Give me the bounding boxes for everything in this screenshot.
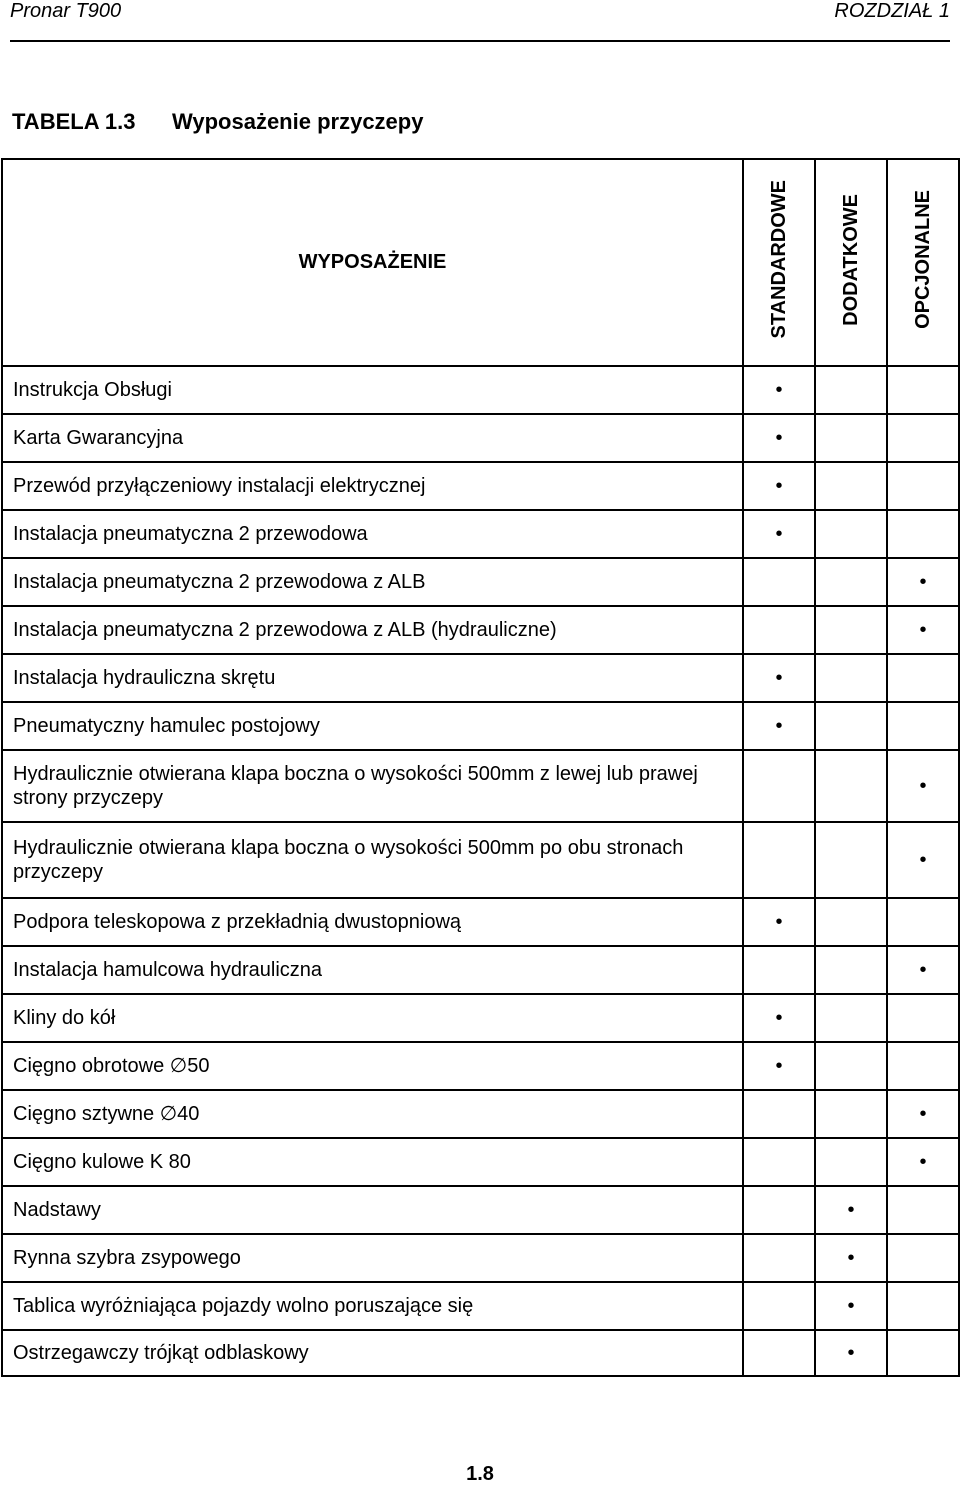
table-row [2, 1090, 959, 1138]
table-row [2, 366, 959, 414]
equipment-name: Cięgno sztywne ∅40 [2, 1090, 743, 1138]
cell-additional [815, 1042, 887, 1090]
equipment-name: Kliny do kół [2, 994, 743, 1042]
header-equipment [2, 159, 743, 366]
bullet-icon: • [919, 571, 927, 593]
equipment-name: Ostrzegawczy trójkąt odblaskowy [2, 1330, 743, 1376]
cell-standard [743, 606, 815, 654]
page-number: 1.8 [466, 1463, 494, 1485]
cell-additional [815, 654, 887, 702]
cell-additional [815, 1330, 887, 1376]
cell-standard [743, 510, 815, 558]
cell-optional [887, 1042, 959, 1090]
page-header [10, 0, 950, 42]
table-number: TABELA 1.3 [12, 109, 136, 134]
equipment-name: Instalacja pneumatyczna 2 przewodowa [2, 510, 743, 558]
equipment-name: Cięgno kulowe K 80 [2, 1138, 743, 1186]
bullet-icon: • [775, 523, 783, 545]
cell-optional [887, 1186, 959, 1234]
bullet-icon: • [919, 1103, 927, 1125]
table-title: Wyposażenie przyczepy [172, 109, 424, 134]
bullet-icon: • [775, 475, 783, 497]
cell-additional [815, 994, 887, 1042]
cell-standard [743, 414, 815, 462]
table-row [2, 510, 959, 558]
equipment-name: Przewód przyłączeniowy instalacji elektrycznej [2, 462, 743, 510]
cell-optional [887, 702, 959, 750]
cell-optional [887, 366, 959, 414]
bullet-icon: • [847, 1247, 855, 1269]
table-row [2, 1186, 959, 1234]
cell-optional [887, 510, 959, 558]
cell-additional [815, 702, 887, 750]
equipment-name: Tablica wyróżniająca pojazdy wolno poruszające się [2, 1282, 743, 1330]
bullet-icon: • [847, 1295, 855, 1317]
table-row [2, 994, 959, 1042]
cell-standard [743, 558, 815, 606]
table-row [2, 1138, 959, 1186]
header-additional [815, 159, 887, 366]
cell-additional [815, 946, 887, 994]
bullet-icon: • [919, 959, 927, 981]
cell-standard [743, 898, 815, 946]
cell-standard [743, 822, 815, 898]
cell-additional [815, 366, 887, 414]
cell-optional [887, 946, 959, 994]
header-optional-label: OPCJONALNE [911, 190, 934, 329]
header-standard [743, 159, 815, 366]
equipment-name: Podpora teleskopowa z przekładnią dwustopniową [2, 898, 743, 946]
table-row [2, 558, 959, 606]
equipment-name: Karta Gwarancyjna [2, 414, 743, 462]
header-additional-label: DODATKOWE [839, 193, 862, 326]
cell-additional [815, 414, 887, 462]
equipment-name: Instalacja pneumatyczna 2 przewodowa z ALB (hydrauliczne) [2, 606, 743, 654]
cell-standard [743, 750, 815, 822]
cell-optional [887, 1234, 959, 1282]
equipment-name: Hydraulicznie otwierana klapa boczna o wysokości 500mm po obu stronach przyczepy [2, 822, 743, 898]
cell-additional [815, 1282, 887, 1330]
table-row [2, 702, 959, 750]
cell-optional [887, 462, 959, 510]
cell-optional [887, 898, 959, 946]
equipment-name: Instalacja pneumatyczna 2 przewodowa z ALB [2, 558, 743, 606]
header-model: Pronar T900 [10, 0, 122, 22]
table-row [2, 946, 959, 994]
table-row [2, 462, 959, 510]
cell-additional [815, 606, 887, 654]
cell-additional [815, 1234, 887, 1282]
cell-additional [815, 1186, 887, 1234]
bullet-icon: • [775, 427, 783, 449]
bullet-icon: • [775, 379, 783, 401]
equipment-name: Nadstawy [2, 1186, 743, 1234]
cell-standard [743, 366, 815, 414]
header-optional [887, 159, 959, 366]
table-row [2, 898, 959, 946]
cell-standard [743, 1282, 815, 1330]
table-header-row [2, 159, 959, 366]
bullet-icon: • [919, 775, 927, 797]
cell-optional [887, 994, 959, 1042]
table-row [2, 822, 959, 898]
equipment-name: Instalacja hamulcowa hydrauliczna [2, 946, 743, 994]
cell-additional [815, 1138, 887, 1186]
table-row [2, 414, 959, 462]
bullet-icon: • [775, 667, 783, 689]
bullet-icon: • [775, 715, 783, 737]
equipment-name: Instalacja hydrauliczna skrętu [2, 654, 743, 702]
bullet-icon: • [775, 1055, 783, 1077]
table-row [2, 1330, 959, 1376]
cell-optional [887, 1138, 959, 1186]
equipment-name: Cięgno obrotowe ∅50 [2, 1042, 743, 1090]
bullet-icon: • [775, 1007, 783, 1029]
cell-additional [815, 558, 887, 606]
bullet-icon: • [919, 849, 927, 871]
cell-optional [887, 1090, 959, 1138]
table-row [2, 1042, 959, 1090]
table-row [2, 1282, 959, 1330]
cell-additional [815, 898, 887, 946]
cell-additional [815, 1090, 887, 1138]
cell-optional [887, 654, 959, 702]
cell-standard [743, 462, 815, 510]
cell-optional [887, 558, 959, 606]
cell-additional [815, 462, 887, 510]
bullet-icon: • [847, 1342, 855, 1364]
cell-standard [743, 1090, 815, 1138]
cell-standard [743, 1234, 815, 1282]
cell-standard [743, 946, 815, 994]
table-caption [12, 109, 423, 135]
cell-standard [743, 1186, 815, 1234]
cell-standard [743, 1042, 815, 1090]
bullet-icon: • [847, 1199, 855, 1221]
cell-optional [887, 1282, 959, 1330]
equipment-name: Instrukcja Obsługi [2, 366, 743, 414]
header-standard-label: STANDARDOWE [767, 180, 790, 339]
bullet-icon: • [919, 619, 927, 641]
table-body [2, 366, 959, 1376]
header-chapter: ROZDZIAŁ 1 [834, 0, 950, 22]
cell-additional [815, 822, 887, 898]
table-row [2, 654, 959, 702]
equipment-table [1, 158, 960, 1377]
cell-additional [815, 750, 887, 822]
cell-standard [743, 702, 815, 750]
cell-additional [815, 510, 887, 558]
cell-optional [887, 1330, 959, 1376]
equipment-name: Hydraulicznie otwierana klapa boczna o wysokości 500mm z lewej lub prawej strony przyczepy [2, 750, 743, 822]
cell-standard [743, 994, 815, 1042]
cell-optional [887, 750, 959, 822]
bullet-icon: • [919, 1151, 927, 1173]
cell-standard [743, 654, 815, 702]
equipment-name: Rynna szybra zsypowego [2, 1234, 743, 1282]
cell-standard [743, 1138, 815, 1186]
cell-optional [887, 414, 959, 462]
cell-standard [743, 1330, 815, 1376]
bullet-icon: • [775, 911, 783, 933]
table-row [2, 750, 959, 822]
table-row [2, 1234, 959, 1282]
cell-optional [887, 822, 959, 898]
cell-optional [887, 606, 959, 654]
header-equipment-label: WYPOSAŻENIE [298, 251, 447, 273]
table-row [2, 606, 959, 654]
equipment-name: Pneumatyczny hamulec postojowy [2, 702, 743, 750]
